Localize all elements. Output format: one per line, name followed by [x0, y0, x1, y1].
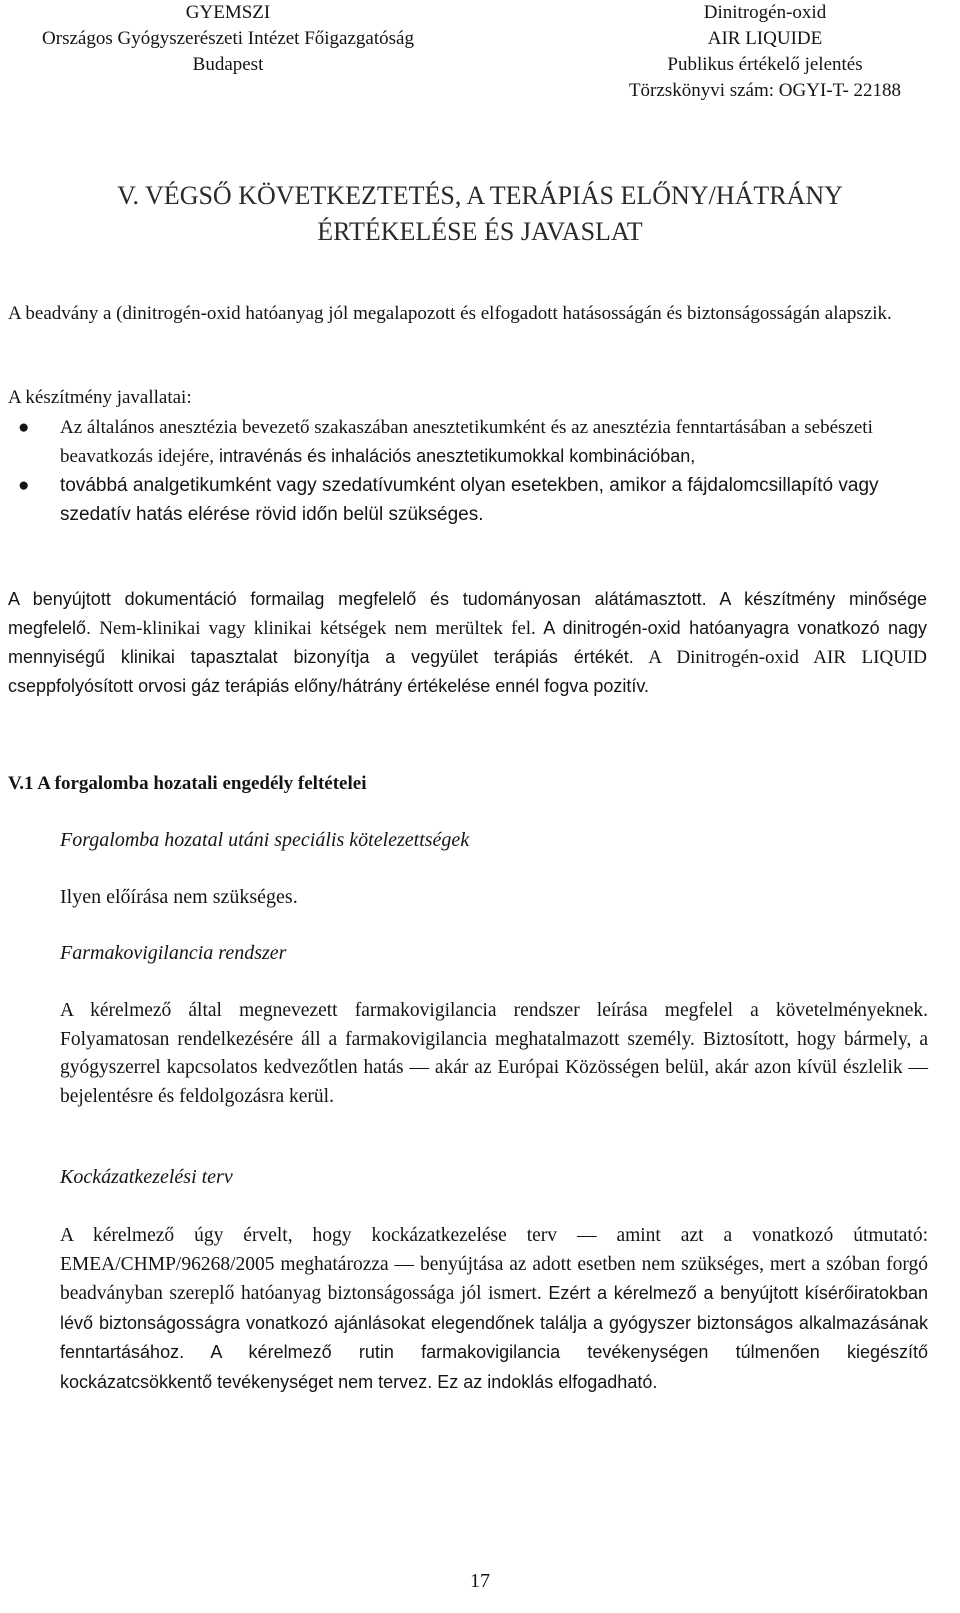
header-city: Budapest	[192, 54, 264, 75]
subheading-pharmacovigilance: Farmakovigilancia rendszer	[60, 942, 287, 964]
header-company: AIR LIQUIDE	[707, 28, 823, 49]
post-authorisation-text: Ilyen előírása nem szükséges.	[60, 886, 298, 908]
conclusion-part-1: A benyújtott dokumentáció formailag megfelelő és tudományosan alátámasztott. A készítmény minősége megfelelő.	[8, 589, 927, 638]
conclusion-part-3: A dinitrogén-oxid hatóanyagra vonatkozó nagy mennyiségű klinikai tapasztalat bizonyítja a vegyület terápiás értékét.	[8, 618, 928, 667]
risk-management-paragraph	[60, 1222, 928, 1397]
header-registration-number: Törzskönyvi szám: OGYI-T- 22188	[628, 80, 902, 101]
risk-management-text-sans: Ezért a kérelmező a benyújtott kísérőiratokban lévő biztonságosságra vonatkozó ajánlásokat elegendőnek találja a gyógyszer biztonságos alkalmazásának fenntartásához. A kérelmező rutin farmakovigilancia tevékenységen túlmenően kiegészítő kockázatcsökkentő tevékenységet nem tervez. Ez az indoklás elfogadható.	[60, 1283, 929, 1392]
header-right	[590, 0, 940, 104]
chapter-title-line-2: ÉRTÉKELÉSE ÉS JAVASLAT	[317, 217, 643, 246]
indications-list	[8, 413, 927, 529]
conclusion-part-5: cseppfolyósított orvosi gáz terápiás előny/hátrány értékelése ennél fogva pozitív.	[8, 676, 650, 696]
header-report-type: Publikus értékelő jelentés	[667, 54, 863, 75]
header-left	[8, 0, 448, 78]
conclusion-paragraph	[8, 585, 927, 701]
indication-1-text-sans: intravénás és inhalációs anesztetikumokkal kombinációban,	[214, 446, 696, 466]
conclusion-part-4: A Dinitrogén-oxid AIR LIQUID	[633, 647, 927, 668]
pharmacovigilance-paragraph: A kérelmező által megnevezett farmakovigilancia rendszer leírása megfelel a követelményeknek. Folyamatosan rendelkezésére áll a farmakovigilancia meghatalmazott személy. Biztosított, hogy bármely, a gyógyszerrel kapcsolatos kedvezőtlen hatás — akár az Európai Közösségen belül, akár azon kívül észlelik — bejelentésre és feldolgozásra kerül.	[60, 1000, 928, 1107]
bullet-icon: ●	[18, 417, 30, 438]
indications-label: A készítmény javallatai:	[8, 387, 192, 408]
bullet-icon: ●	[18, 475, 30, 496]
conclusion-part-2: Nem-klinikai vagy klinikai kétségek nem merültek fel.	[91, 618, 536, 639]
risk-management-text-serif: A kérelmező úgy érvelt, hogy kockázatkezelése terv — amint azt a vonatkozó útmutató: EMEA/CHMP/96268/2005 meghatározza — benyújtása az adott esetben nem szükséges, mert a szóban forgó beadványban szereplő hatóanyag biztonságossága jól ismert.	[60, 1225, 928, 1304]
header-org-short: GYEMSZI	[185, 2, 271, 23]
subheading-risk-management: Kockázatkezelési terv	[60, 1166, 233, 1188]
list-item	[8, 413, 927, 471]
header-product: Dinitrogén-oxid	[703, 2, 827, 23]
intro-paragraph: A beadvány a (dinitrogén-oxid hatóanyag jól megalapozott és elfogadott hatásosságán és biztonságosságán alapszik.	[8, 303, 892, 324]
subheading-post-authorisation: Forgalomba hozatal utáni speciális kötelezettségek	[60, 829, 470, 851]
page-number: 17	[470, 1570, 490, 1592]
indication-2-text: továbbá analgetikumként vagy szedatívumként olyan esetekben, amikor a fájdalomcsillapító vagy szedatív hatás elérése rövid időn belül szükséges.	[60, 475, 879, 525]
indication-1-text: Az általános anesztézia bevezető szakaszában anesztetikumként és az anesztézia fenntartásában a sebészeti beavatkozás idejére,	[60, 417, 873, 467]
chapter-title	[0, 178, 960, 250]
section-heading: V.1 A forgalomba hozatali engedély feltételei	[8, 773, 367, 794]
chapter-title-line-1: V. VÉGSŐ KÖVETKEZTETÉS, A TERÁPIÁS ELŐNY/HÁTRÁNY	[117, 181, 843, 210]
header-org-full: Országos Gyógyszerészeti Intézet Főigazgatóság	[42, 28, 414, 49]
list-item	[8, 471, 927, 529]
